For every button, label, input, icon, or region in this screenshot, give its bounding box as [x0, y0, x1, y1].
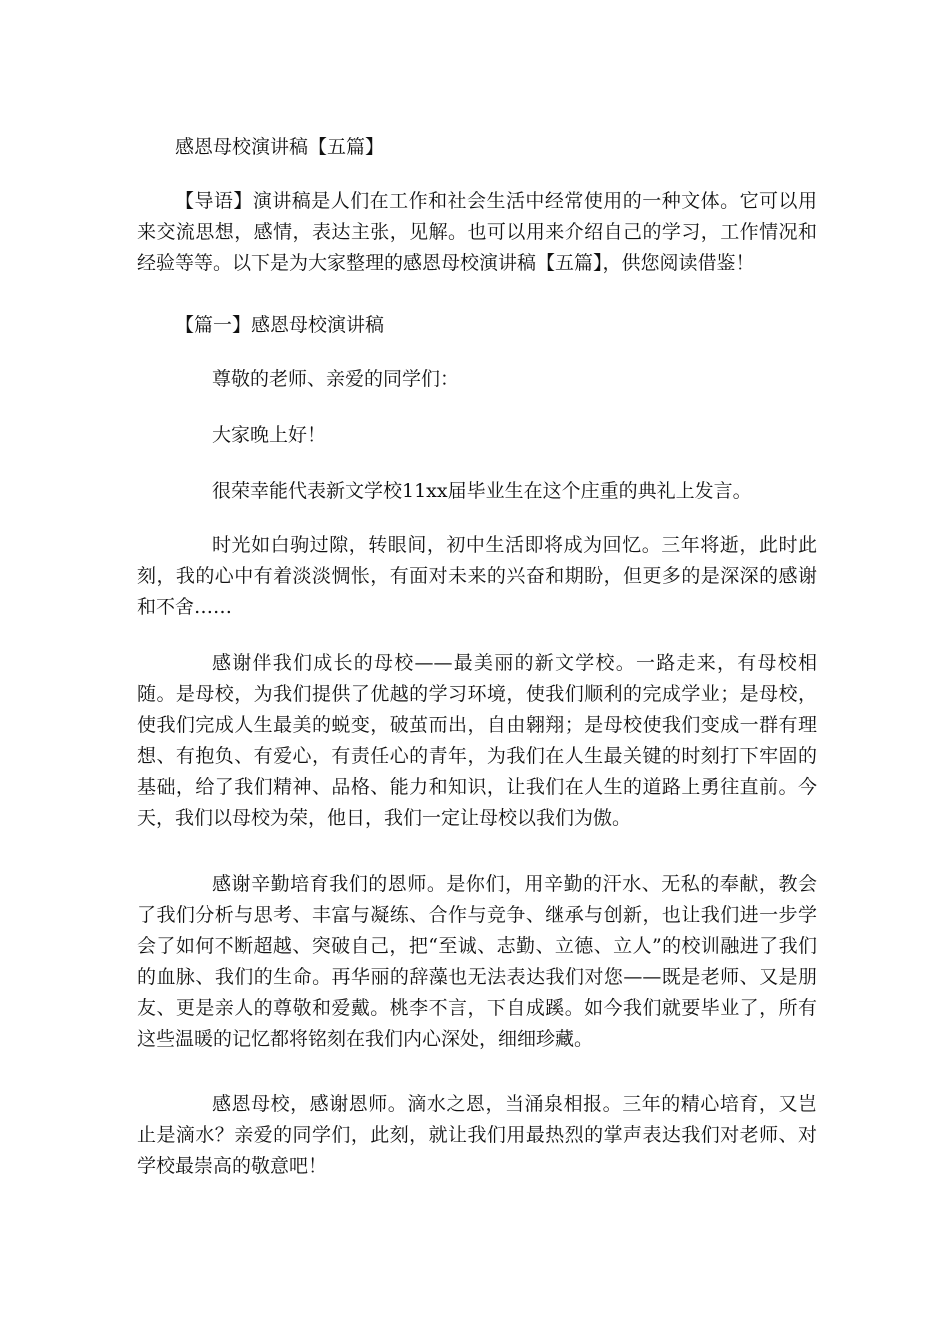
body-paragraph: 感恩母校，感谢恩师。滴水之恩，当涌泉相报。三年的精心培育，又岂止是滴水？亲爱的同学们，此刻，就让我们用最热烈的掌声表达我们对老师、对学校最崇高的敬意吧！: [137, 1093, 817, 1177]
section-heading: 【篇一】感恩母校演讲稿: [175, 314, 385, 336]
body-paragraph: 很荣幸能代表新文学校11xx届毕业生在这个庄重的典礼上发言。: [212, 480, 752, 502]
salutation: 尊敬的老师、亲爱的同学们：: [212, 368, 460, 390]
body-paragraph: 感谢伴我们成长的母校——最美丽的新文学校。一路走来，有母校相随。是母校，为我们提供了优越的学习环境，使我们顺利的完成学业；是母校，使我们完成人生最美的蜕变，破茧而出，自由翱翔；是母校使我们变成一群有理想、有抱负、有爱心，有责任心的青年，为我们在人生最关键的时刻打下牢固的基础，给了我们精神、品格、能力和知识，让我们在人生的道路上勇往直前。今天，我们以母校为荣，他日，我们一定让母校以我们为傲。: [137, 652, 817, 829]
intro-paragraph: 【导语】演讲稿是人们在工作和社会生活中经常使用的一种文体。它可以用来交流思想，感情，表达主张，见解。也可以用来介绍自己的学习，工作情况和经验等等。以下是为大家整理的感恩母校演讲稿【五篇】，供您阅读借鉴！: [137, 190, 817, 274]
body-paragraph: 时光如白驹过隙，转眼间，初中生活即将成为回忆。三年将逝，此时此刻，我的心中有着淡淡惆怅，有面对未来的兴奋和期盼，但更多的是深深的感谢和不舍……: [137, 534, 817, 618]
document-title: 感恩母校演讲稿【五篇】: [175, 136, 385, 158]
body-paragraph: 感谢辛勤培育我们的恩师。是你们，用辛勤的汗水、无私的奉献，教会了我们分析与思考、丰富与凝练、合作与竞争、继承与创新，也让我们进一步学会了如何不断超越、突破自己，把“至诚、志勤、立德、立人”的校训融进了我们的血脉、我们的生命。再华丽的辞藻也无法表达我们对您——既是老师、又是朋友、更是亲人的尊敬和爱戴。桃李不言，下自成蹊。如今我们就要毕业了，所有这些温暖的记忆都将铭刻在我们内心深处，细细珍藏。: [137, 873, 817, 1050]
greeting: 大家晚上好！: [212, 424, 327, 446]
